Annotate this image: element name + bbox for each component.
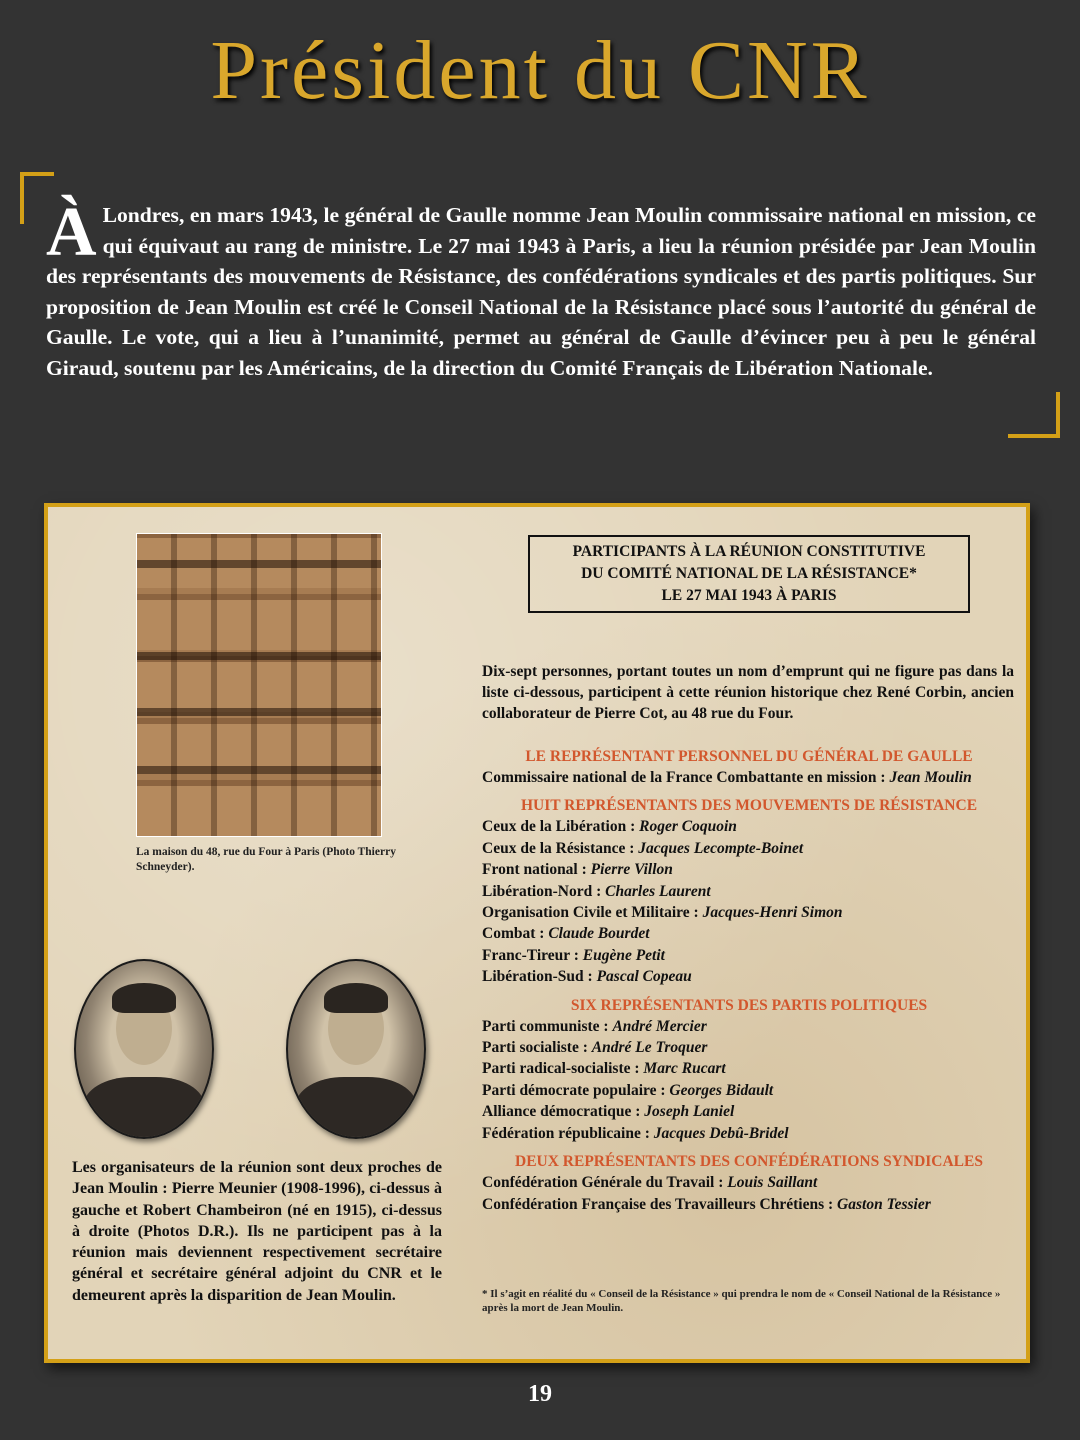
entry-label: Commissaire national de la France Combattante en mission : [482, 769, 886, 786]
entry-label: Parti démocrate populaire : [482, 1081, 666, 1099]
entry-name: Roger Coquoin [639, 818, 737, 836]
entry-label: Ceux de la Libération : [482, 818, 636, 836]
entry-name: Pierre Villon [590, 861, 673, 879]
entry-name: Claude Bourdet [548, 925, 650, 943]
entry-name: Jean Moulin [889, 769, 972, 786]
intro-paragraph [46, 194, 1036, 384]
entry-label: Libération-Sud : [482, 968, 593, 986]
entry-label: Organisation Civile et Militaire : [482, 904, 699, 922]
entry-label: Ceux de la Résistance : [482, 839, 635, 857]
section-title: HUIT REPRÉSENTANTS DES MOUVEMENTS DE RÉSISTANCE [520, 797, 978, 815]
roster-entry [482, 1194, 1016, 1215]
entry-name: Georges Bidault [669, 1081, 774, 1099]
roster-entry [482, 1172, 1016, 1193]
entry-name: André Le Troquer [591, 1039, 708, 1057]
organizers-caption: Les organisateurs de la réunion sont deux proches de Jean Moulin : Pierre Meunier (1908-1996), ci-dessus à gauche et Robert Chambeiron (né en 1915), ci-dessus à droite (Photos D.R.). Ils ne participent pas à la réunion mais deviennent respectivement secrétaire général et secrétaire général adjoint du CNR et le demeurent après la disparition de Jean Moulin. [72, 1159, 442, 1304]
entry-label: Combat : [482, 925, 545, 943]
portrait-pierre-meunier [74, 959, 214, 1139]
bracket-bottom-right [1008, 392, 1060, 438]
entry-name: Louis Saillant [727, 1174, 818, 1192]
entry-name: Eugène Petit [582, 946, 665, 964]
building-photo [136, 533, 382, 837]
roster-entry [482, 859, 1016, 880]
roster-entry [482, 1080, 1016, 1101]
roster-entry [482, 1058, 1016, 1079]
roster-entry [482, 1101, 1016, 1122]
roster-entry [482, 767, 1016, 788]
entry-label: Fédération républicaine : [482, 1124, 650, 1142]
entry-label: Parti socialiste : [482, 1039, 588, 1057]
entry-name: Marc Rucart [643, 1060, 726, 1078]
roster-entry [482, 923, 1016, 944]
roster-entry [482, 966, 1016, 987]
lead-paragraph: Dix-sept personnes, portant toutes un nom d’emprunt qui ne figure pas dans la liste ci-dessous, participent à cette réunion historique chez René Corbin, ancien collaborateur de Pierre Cot, au 48 rue du Four. [482, 663, 1014, 723]
entry-name: Gaston Tessier [837, 1195, 931, 1213]
drop-cap: À [46, 194, 97, 271]
entry-label: Confédération Générale du Travail : [482, 1174, 724, 1192]
participants-roster [482, 747, 1016, 1215]
roster-entry [482, 816, 1016, 837]
entry-label: Alliance démocratique : [482, 1103, 641, 1121]
roster-entry [482, 1123, 1016, 1144]
section-title: DEUX REPRÉSENTANTS DES CONFÉDÉRATIONS SYNDICALES [515, 1153, 983, 1171]
entry-label: Franc-Tireur : [482, 946, 579, 964]
intro-text: Londres, en mars 1943, le général de Gaulle nomme Jean Moulin commissaire national en mission, ce qui équivaut au rang de ministre. Le 27 mai 1943 à Paris, a lieu la réunion présidée par Jean Moulin des représentants des mouvements de Résistance, des confédérations syndicales et des partis politiques. Sur proposition de Jean Moulin est créé le Conseil National de la Résistance placé sous l’autorité du général de Gaulle. Le vote, qui a lieu à l’unanimité, permet au général de Gaulle d’évincer peu à peu le général Giraud, soutenu par les Américains, de la direction du Comité Français de Libération Nationale. [46, 203, 1036, 380]
entry-label: Confédération Française des Travailleurs Chrétiens : [482, 1195, 834, 1213]
entry-name: Joseph Laniel [644, 1103, 735, 1121]
entry-name: Charles Laurent [605, 882, 711, 900]
photo-caption: La maison du 48, rue du Four à Paris (Photo Thierry Schneyder). [136, 846, 396, 873]
roster-entry [482, 945, 1016, 966]
entry-name: Pascal Copeau [596, 968, 692, 986]
entry-name: Jacques Lecompte-Boinet [638, 839, 804, 857]
entry-label: Libération-Nord : [482, 882, 602, 900]
roster-entry [482, 1016, 1016, 1037]
entry-label: Parti communiste : [482, 1017, 609, 1035]
entry-label: Parti radical-socialiste : [482, 1060, 640, 1078]
roster-entry [482, 902, 1016, 923]
participants-box-title: PARTICIPANTS À LA RÉUNION CONSTITUTIVE DU COMITÉ NATIONAL DE LA RÉSISTANCE* LE 27 MAI 1943 À PARIS [528, 535, 970, 613]
roster-entry [482, 1037, 1016, 1058]
portrait-robert-chambeiron [286, 959, 426, 1139]
participants-panel [44, 503, 1030, 1363]
page-number: 19 [528, 1381, 552, 1407]
roster-entry [482, 881, 1016, 902]
entry-label: Front national : [482, 861, 587, 879]
section-title: LE REPRÉSENTANT PERSONNEL DU GÉNÉRAL DE GAULLE [525, 748, 973, 765]
footnote: * Il s’agit en réalité du « Conseil de la Résistance » qui prendra le nom de « Conseil National de la Résistance » après la mort de Jean Moulin. [482, 1288, 1001, 1314]
section-title: SIX REPRÉSENTANTS DES PARTIS POLITIQUES [570, 996, 928, 1014]
entry-name: André Mercier [612, 1017, 707, 1035]
entry-name: Jacques-Henri Simon [702, 904, 843, 922]
roster-entry [482, 838, 1016, 859]
page-title: Président du CNR [210, 24, 870, 117]
entry-name: Jacques Debû-Bridel [653, 1124, 789, 1142]
